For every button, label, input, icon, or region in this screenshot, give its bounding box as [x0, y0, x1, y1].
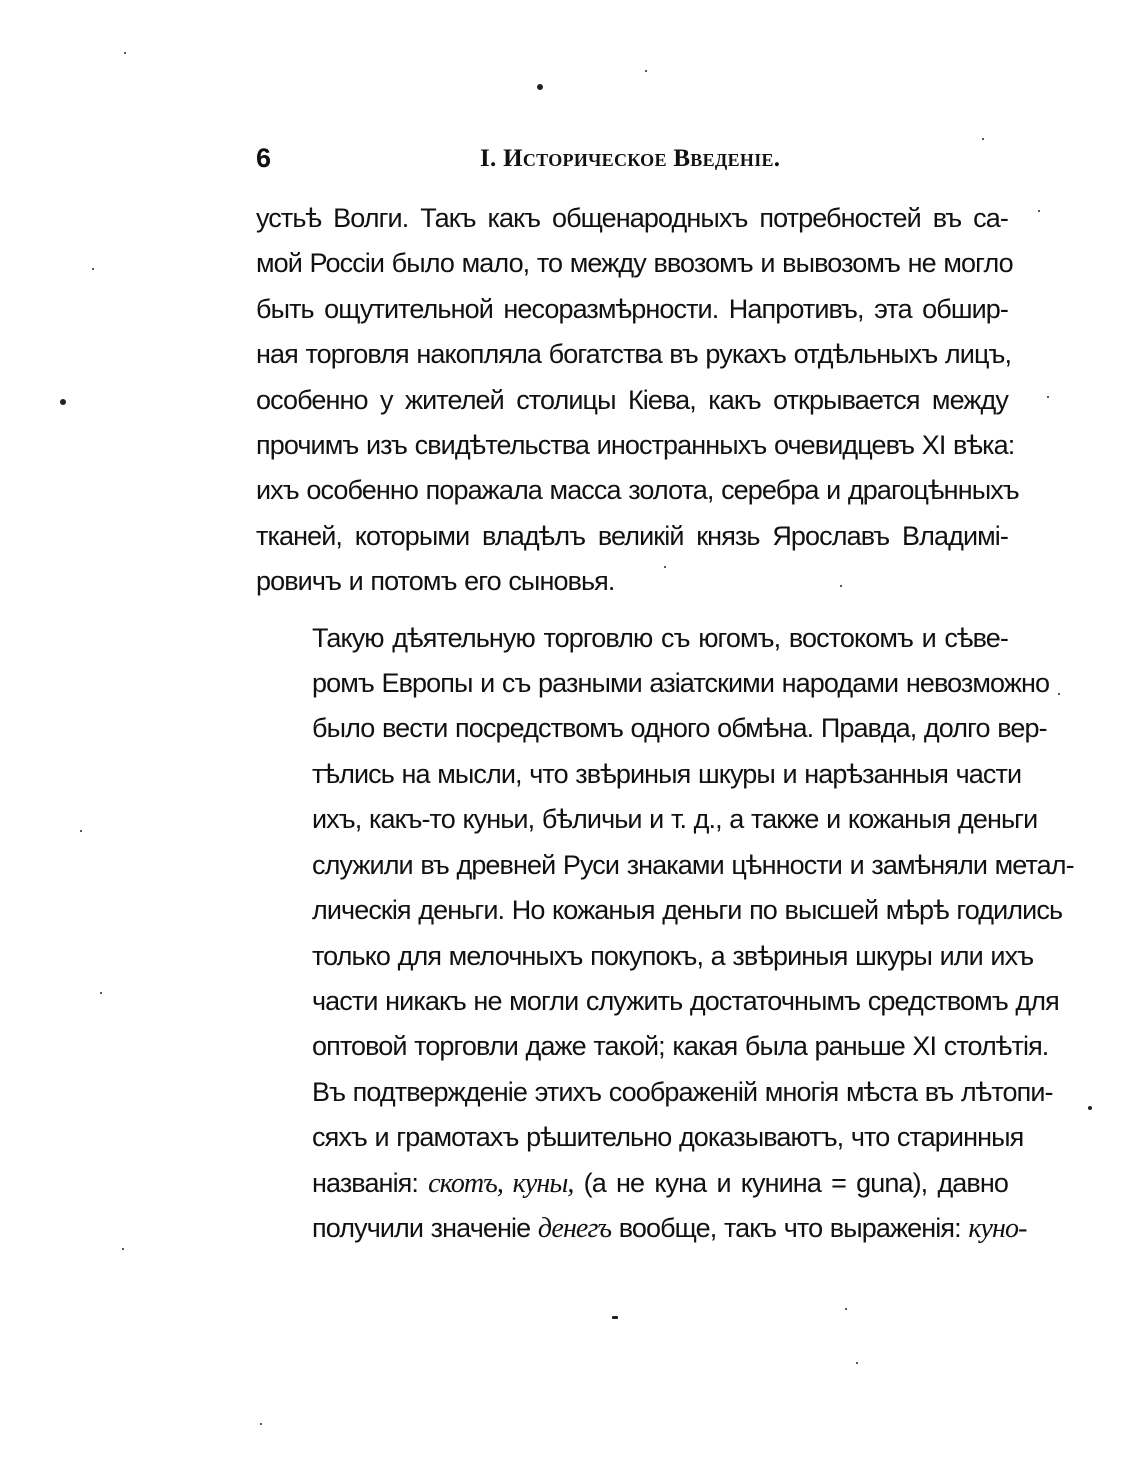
text-line: быть ощутительной несоразмѣрности. Напротивъ, эта обшир-	[256, 293, 1008, 324]
text-run: (а не куна и кунина = guna), давно	[573, 1167, 1008, 1198]
page-number: 6	[256, 143, 272, 173]
text-line: ихъ особенно поражала масса золота, серебра и драгоцѣнныхъ	[256, 475, 1019, 506]
scan-speck	[100, 992, 102, 994]
scan-speck	[1038, 210, 1040, 212]
text-line: Въ подтвержденіе этихъ соображеній многія мѣста въ лѣтопи-	[312, 1076, 1053, 1107]
paragraph-1	[256, 196, 1019, 605]
scan-speck	[1088, 1106, 1092, 1110]
text-line: оптовой торговли даже такой; какая была раньше XI столѣтія.	[312, 1031, 1049, 1062]
text-line: части никакъ не могли служить достаточнымъ средствомъ для	[312, 985, 1059, 1016]
text-line: устьѣ Волги. Такъ какъ общенародныхъ потребностей въ са-	[256, 203, 1008, 233]
scan-speck	[840, 585, 842, 587]
text-line: было вести посредствомъ одного обмѣна. Правда, долго вер-	[312, 713, 1047, 744]
text-line	[256, 1161, 1008, 1206]
scan-speck	[80, 830, 82, 832]
scan-speck	[845, 1308, 847, 1310]
scan-speck	[1058, 693, 1060, 695]
scan-speck	[60, 399, 66, 405]
scan-speck	[856, 1362, 858, 1364]
text-line: ная торговля накопляла богатства въ рукахъ отдѣльныхъ лицъ,	[256, 339, 1012, 370]
scan-speck	[537, 84, 543, 90]
scan-speck	[122, 1248, 124, 1250]
text-line: ромъ Европы и съ разными азіатскими народами невозможно	[312, 668, 1050, 699]
italic-term: денегъ	[537, 1212, 612, 1244]
text-line: сяхъ и грамотахъ рѣшительно доказываютъ, что старинныя	[312, 1122, 1024, 1153]
text-line	[256, 1206, 1027, 1251]
scan-speck	[1047, 396, 1049, 398]
text-run: получили значеніе	[312, 1212, 538, 1243]
scan-speck	[612, 1316, 618, 1319]
text-line: только для мелочныхъ покупокъ, а звѣриныя шкуры или ихъ	[312, 940, 1034, 971]
text-line: ихъ, какъ-то куньи, бѣличьи и т. д., а также и кожаныя деньги	[312, 804, 1038, 835]
text-line: тѣлись на мысли, что звѣриныя шкуры и нарѣзанныя части	[312, 758, 1022, 789]
chapter-title: I. Историческое Введеніе.	[480, 145, 781, 172]
italic-term: куно-	[968, 1212, 1027, 1244]
scan-speck	[982, 138, 984, 140]
italic-term: скотъ, куны,	[428, 1167, 574, 1199]
body-text	[256, 196, 1074, 1251]
scan-speck	[664, 566, 666, 568]
text-line: прочимъ изъ свидѣтельства иностранныхъ очевидцевъ XI вѣка:	[256, 430, 1015, 461]
scan-speck	[124, 52, 126, 54]
text-line: служили въ древней Руси знаками цѣнности и замѣняли метал-	[312, 849, 1074, 880]
running-head	[256, 143, 1008, 177]
text-line: Такую дѣятельную торговлю съ югомъ, востокомъ и сѣве-	[312, 622, 1008, 653]
scan-speck	[260, 1423, 262, 1425]
text-line: ровичъ и потомъ его сыновья.	[256, 566, 615, 597]
paragraph-2	[256, 616, 1074, 1252]
text-line: мой Россіи было мало, то между ввозомъ и вывозомъ не могло	[256, 248, 1013, 279]
text-line: особенно у жителей столицы Кіева, какъ открывается между	[256, 384, 1008, 415]
text-line: тканей, которыми владѣлъ великій князь Ярославъ Владимі-	[256, 520, 1008, 551]
text-run: вообще, такъ что выраженія:	[611, 1212, 969, 1243]
scan-speck	[645, 70, 647, 72]
text-run: названія:	[312, 1167, 429, 1198]
text-line: лическія деньги. Но кожаныя деньги по высшей мѣрѣ годились	[312, 895, 1063, 926]
scan-speck	[92, 268, 94, 270]
